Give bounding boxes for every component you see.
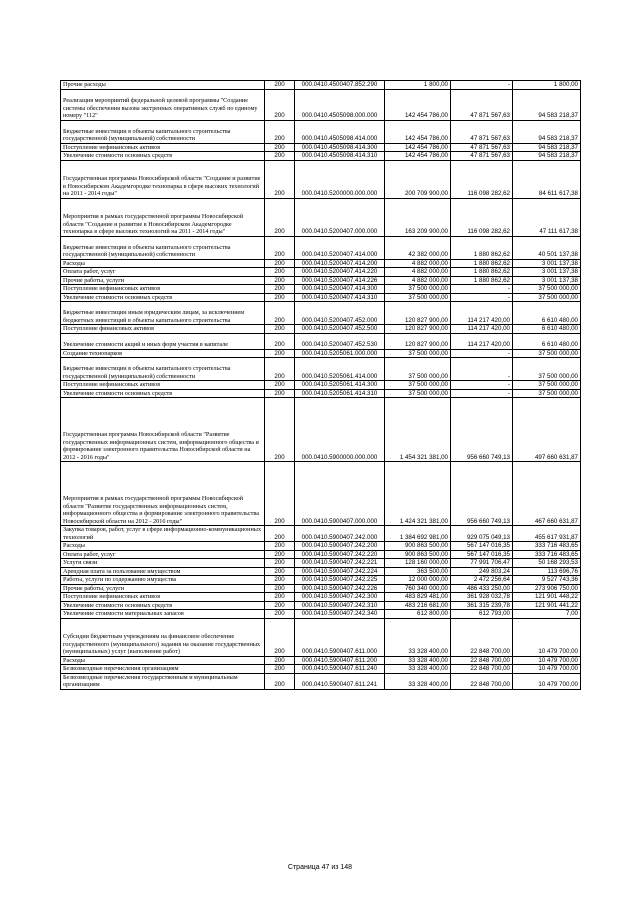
row-code-cell: 200	[265, 550, 295, 559]
row-approved-cell: 4 882 000,00	[385, 259, 451, 268]
row-name-cell: Увеличение стоимости основных средств	[61, 293, 265, 302]
row-approved-cell: 1 454 321 381,00	[385, 398, 451, 462]
row-executed-cell: 22 848 700,00	[451, 665, 513, 674]
row-remaining-cell: 94 583 218,37	[513, 143, 581, 152]
table-row	[61, 398, 581, 462]
row-executed-cell: 567 147 016,35	[451, 542, 513, 551]
row-classification-cell: 000.0410.4505098.000.000	[295, 89, 385, 120]
row-remaining-cell: 37 500 000,00	[513, 389, 581, 398]
row-code-cell: 200	[265, 610, 295, 619]
row-classification-cell: 000.0410.5200407.414.310	[295, 293, 385, 302]
row-code-cell: 200	[265, 349, 295, 358]
row-classification-cell: 000.0410.4505098.414.310	[295, 152, 385, 161]
row-executed-cell: 486 433 250,00	[451, 584, 513, 593]
row-remaining-cell: 50 168 293,53	[513, 559, 581, 568]
table-row	[61, 542, 581, 551]
row-executed-cell: 116 098 282,62	[451, 160, 513, 198]
table-row	[61, 236, 581, 259]
row-remaining-cell: 121 901 448,22	[513, 593, 581, 602]
row-name-cell: Бюджетные инвестиции в объекты капитального строительства государственной (муниципальной) собственности	[61, 236, 265, 259]
row-executed-cell: -	[451, 285, 513, 294]
row-code-cell: 200	[265, 358, 295, 381]
row-remaining-cell: 6 610 480,00	[513, 325, 581, 334]
row-classification-cell: 000.0410.5200407.452.530	[295, 333, 385, 349]
row-remaining-cell: 3 001 137,38	[513, 268, 581, 277]
row-executed-cell: 47 871 567,63	[451, 89, 513, 120]
table-row	[61, 152, 581, 161]
row-name-cell: Поступление нефинансовых активов	[61, 143, 265, 152]
table-row	[61, 259, 581, 268]
table-row	[61, 389, 581, 398]
row-executed-cell: 77 991 706,47	[451, 559, 513, 568]
row-approved-cell: 37 500 000,00	[385, 293, 451, 302]
row-code-cell: 200	[265, 526, 295, 542]
row-name-cell: Увеличение стоимости акций и иных форм участия в капитале	[61, 333, 265, 349]
row-code-cell: 200	[265, 542, 295, 551]
row-approved-cell: 142 454 786,00	[385, 89, 451, 120]
row-remaining-cell: 6 610 480,00	[513, 302, 581, 325]
row-executed-cell: 22 848 700,00	[451, 618, 513, 656]
row-executed-cell: 22 848 700,00	[451, 673, 513, 689]
row-code-cell: 200	[265, 143, 295, 152]
row-code-cell: 200	[265, 593, 295, 602]
row-code-cell: 200	[265, 302, 295, 325]
row-approved-cell: 163 209 900,00	[385, 198, 451, 236]
row-approved-cell: 37 500 000,00	[385, 381, 451, 390]
row-code-cell: 200	[265, 601, 295, 610]
row-remaining-cell: 47 111 617,38	[513, 198, 581, 236]
row-approved-cell: 363 500,00	[385, 567, 451, 576]
row-name-cell: Расходы	[61, 259, 265, 268]
row-approved-cell: 900 863 500,00	[385, 550, 451, 559]
row-classification-cell: 000.0410.5900407.242.225	[295, 576, 385, 585]
row-name-cell: Государственная программа Новосибирской области "Создание и развитие в Новосибирском Академгородке технопарка в сфере высоких технологий на 2011 - 2014 годы"	[61, 160, 265, 198]
table-row	[61, 285, 581, 294]
row-name-cell: Арендная плата за пользование имуществом	[61, 567, 265, 576]
row-approved-cell: 1 384 692 981,00	[385, 526, 451, 542]
row-code-cell: 200	[265, 389, 295, 398]
row-name-cell: Поступление нефинансовых активов	[61, 593, 265, 602]
row-remaining-cell: 40 501 137,38	[513, 236, 581, 259]
row-approved-cell: 760 340 000,00	[385, 584, 451, 593]
row-code-cell: 200	[265, 398, 295, 462]
row-executed-cell: 114 217 420,00	[451, 333, 513, 349]
row-remaining-cell: 37 500 000,00	[513, 285, 581, 294]
row-name-cell: Бюджетные инвестиции в объекты капитального строительства государственной (муниципальной) собственности	[61, 358, 265, 381]
row-classification-cell: 000.0410.4505098.414.000	[295, 120, 385, 143]
row-approved-cell: 120 827 900,00	[385, 325, 451, 334]
row-name-cell: Поступление финансовых активов	[61, 325, 265, 334]
row-executed-cell: 47 871 567,63	[451, 143, 513, 152]
row-remaining-cell: 113 696,76	[513, 567, 581, 576]
row-classification-cell: 000.0410.5200407.000.000	[295, 198, 385, 236]
row-classification-cell: 000.0410.5200407.414.200	[295, 259, 385, 268]
row-executed-cell: -	[451, 81, 513, 90]
row-code-cell: 200	[265, 559, 295, 568]
row-approved-cell: 612 800,00	[385, 610, 451, 619]
row-approved-cell: 200 709 900,00	[385, 160, 451, 198]
row-classification-cell: 000.0410.5200407.414.000	[295, 236, 385, 259]
row-remaining-cell: 37 500 000,00	[513, 381, 581, 390]
row-classification-cell: 000.0410.5200407.414.226	[295, 276, 385, 285]
row-remaining-cell: 455 617 931,87	[513, 526, 581, 542]
row-remaining-cell: 3 001 137,38	[513, 259, 581, 268]
row-approved-cell: 128 160 000,00	[385, 559, 451, 568]
table-row	[61, 593, 581, 602]
row-executed-cell: 116 098 282,62	[451, 198, 513, 236]
row-name-cell: Увеличение стоимости основных средств	[61, 601, 265, 610]
row-executed-cell: -	[451, 349, 513, 358]
table-row	[61, 610, 581, 619]
row-approved-cell: 37 500 000,00	[385, 349, 451, 358]
row-approved-cell: 33 328 400,00	[385, 673, 451, 689]
row-code-cell: 200	[265, 285, 295, 294]
row-classification-cell: 000.0410.5200407.414.220	[295, 268, 385, 277]
row-code-cell: 200	[265, 462, 295, 526]
row-approved-cell: 1 800,00	[385, 81, 451, 90]
row-name-cell: Бюджетные инвестиции иным юридическим лицам, за исключением бюджетных инвестиций в объекты капитального строительства	[61, 302, 265, 325]
table-row	[61, 268, 581, 277]
table-row	[61, 673, 581, 689]
row-executed-cell: -	[451, 293, 513, 302]
table-row	[61, 618, 581, 656]
table-row	[61, 81, 581, 90]
row-approved-cell: 33 328 400,00	[385, 618, 451, 656]
row-approved-cell: 37 500 000,00	[385, 285, 451, 294]
row-remaining-cell: 94 583 218,37	[513, 89, 581, 120]
table-row	[61, 381, 581, 390]
row-code-cell: 200	[265, 198, 295, 236]
row-name-cell: Поступление нефинансовых активов	[61, 381, 265, 390]
row-remaining-cell: 37 500 000,00	[513, 349, 581, 358]
table-row	[61, 120, 581, 143]
table-row	[61, 567, 581, 576]
row-remaining-cell: 467 660 631,87	[513, 462, 581, 526]
row-executed-cell: 361 315 239,78	[451, 601, 513, 610]
row-executed-cell: 47 871 567,63	[451, 152, 513, 161]
row-name-cell: Оплата работ, услуг	[61, 268, 265, 277]
row-name-cell: Услуги связи	[61, 559, 265, 568]
row-code-cell: 200	[265, 381, 295, 390]
row-executed-cell: -	[451, 358, 513, 381]
row-name-cell: Мероприятия в рамках государственной программы Новосибирской области "Развитие государственных информационных систем, информационного общества и формирование электронного правительства Новосибирской области на 2012 - 2016 годы"	[61, 462, 265, 526]
table-row	[61, 325, 581, 334]
row-remaining-cell: 3 001 137,38	[513, 276, 581, 285]
table-row	[61, 160, 581, 198]
row-remaining-cell: 121 901 441,22	[513, 601, 581, 610]
row-remaining-cell: 37 500 000,00	[513, 358, 581, 381]
row-code-cell: 200	[265, 259, 295, 268]
row-classification-cell: 000.0410.5900407.611.200	[295, 656, 385, 665]
row-executed-cell: 1 880 862,62	[451, 259, 513, 268]
row-code-cell: 200	[265, 576, 295, 585]
row-classification-cell: 000.0410.5900407.242.340	[295, 610, 385, 619]
row-approved-cell: 900 863 500,00	[385, 542, 451, 551]
row-executed-cell: 1 880 862,62	[451, 276, 513, 285]
row-classification-cell: 000.0410.4500407.852.290	[295, 81, 385, 90]
table-row	[61, 89, 581, 120]
table-row	[61, 358, 581, 381]
row-approved-cell: 483 829 481,00	[385, 593, 451, 602]
row-remaining-cell: 10 479 700,00	[513, 618, 581, 656]
row-approved-cell: 120 827 900,00	[385, 333, 451, 349]
table-row	[61, 550, 581, 559]
row-remaining-cell: 1 800,00	[513, 81, 581, 90]
row-name-cell: Прочие работы, услуги	[61, 276, 265, 285]
row-executed-cell: 2 472 256,64	[451, 576, 513, 585]
table-row	[61, 559, 581, 568]
row-code-cell: 200	[265, 618, 295, 656]
row-classification-cell: 000.0410.5900407.242.300	[295, 593, 385, 602]
row-executed-cell: 956 660 749,13	[451, 462, 513, 526]
row-code-cell: 200	[265, 89, 295, 120]
row-executed-cell: 22 848 700,00	[451, 656, 513, 665]
row-code-cell: 200	[265, 152, 295, 161]
row-name-cell: Субсидии бюджетным учреждениям на финансовое обеспечение государственного (муниципального) задания на оказание государственных (муниципальных) услуг (выполнение работ)	[61, 618, 265, 656]
row-code-cell: 200	[265, 120, 295, 143]
row-classification-cell: 000.0410.5900407.242.226	[295, 584, 385, 593]
row-approved-cell: 483 216 681,00	[385, 601, 451, 610]
row-code-cell: 200	[265, 665, 295, 674]
row-approved-cell: 33 328 400,00	[385, 656, 451, 665]
row-code-cell: 200	[265, 81, 295, 90]
row-executed-cell: 929 075 049,13	[451, 526, 513, 542]
row-name-cell: Работы, услуги по содержанию имущества	[61, 576, 265, 585]
row-classification-cell: 000.0410.5200000.000.000	[295, 160, 385, 198]
row-remaining-cell: 6 610 480,00	[513, 333, 581, 349]
row-executed-cell: 612 793,00	[451, 610, 513, 619]
row-approved-cell: 1 424 321 381,00	[385, 462, 451, 526]
row-remaining-cell: 37 500 000,00	[513, 293, 581, 302]
row-approved-cell: 12 000 000,00	[385, 576, 451, 585]
row-approved-cell: 4 882 000,00	[385, 276, 451, 285]
table-row	[61, 665, 581, 674]
row-executed-cell: 956 660 749,13	[451, 398, 513, 462]
row-name-cell: Увеличение стоимости основных средств	[61, 152, 265, 161]
table-row	[61, 526, 581, 542]
row-code-cell: 200	[265, 276, 295, 285]
row-executed-cell: 1 880 862,62	[451, 268, 513, 277]
row-executed-cell: -	[451, 381, 513, 390]
row-classification-cell: 000.0410.5900407.611.000	[295, 618, 385, 656]
row-approved-cell: 37 500 000,00	[385, 358, 451, 381]
row-executed-cell: 567 147 016,35	[451, 550, 513, 559]
row-code-cell: 200	[265, 236, 295, 259]
row-classification-cell: 000.0410.5900407.242.224	[295, 567, 385, 576]
row-code-cell: 200	[265, 268, 295, 277]
row-name-cell: Закупка товаров, работ, услуг в сфере информационно-коммуникационных технологий	[61, 526, 265, 542]
row-classification-cell: 000.0410.4505098.414.300	[295, 143, 385, 152]
row-code-cell: 200	[265, 656, 295, 665]
row-executed-cell: 249 803,24	[451, 567, 513, 576]
row-classification-cell: 000.0410.5900407.611.240	[295, 665, 385, 674]
row-classification-cell: 000.0410.5900407.242.000	[295, 526, 385, 542]
row-classification-cell: 000.0410.5900407.000.000	[295, 462, 385, 526]
row-name-cell: Оплата работ, услуг	[61, 550, 265, 559]
row-remaining-cell: 333 716 483,65	[513, 542, 581, 551]
row-approved-cell: 142 454 786,00	[385, 152, 451, 161]
row-classification-cell: 000.0410.5205061.414.300	[295, 381, 385, 390]
row-code-cell: 200	[265, 673, 295, 689]
row-remaining-cell: 7,00	[513, 610, 581, 619]
row-executed-cell: 361 928 032,78	[451, 593, 513, 602]
row-remaining-cell: 84 611 617,38	[513, 160, 581, 198]
budget-report-page	[60, 80, 580, 690]
row-remaining-cell: 10 479 700,00	[513, 656, 581, 665]
row-executed-cell: 1 880 862,62	[451, 236, 513, 259]
row-name-cell: Создание технопарков	[61, 349, 265, 358]
row-classification-cell: 000.0410.5900407.242.221	[295, 559, 385, 568]
table-row	[61, 656, 581, 665]
row-name-cell: Мероприятия в рамках государственной программы Новосибирской области "Создание и развитие в Новосибирском Академгородке технопарка в сфере высоких технологий на 2011 - 2014 годы"	[61, 198, 265, 236]
row-code-cell: 200	[265, 160, 295, 198]
table-row	[61, 293, 581, 302]
row-classification-cell: 000.0410.5205061.414.000	[295, 358, 385, 381]
row-name-cell: Государственная программа Новосибирской области "Развитие государственных информационных систем, информационного общества и формирование электронного правительства Новосибирской области на 2012 - 2016 годы"	[61, 398, 265, 462]
table-row	[61, 333, 581, 349]
row-name-cell: Поступление нефинансовых активов	[61, 285, 265, 294]
table-body	[61, 81, 581, 690]
row-classification-cell: 000.0410.5200407.452.000	[295, 302, 385, 325]
row-remaining-cell: 10 479 700,00	[513, 673, 581, 689]
row-remaining-cell: 333 716 483,65	[513, 550, 581, 559]
row-remaining-cell: 94 583 218,37	[513, 120, 581, 143]
row-executed-cell: 47 871 567,63	[451, 120, 513, 143]
table-row	[61, 576, 581, 585]
row-classification-cell: 000.0410.5205061.000.000	[295, 349, 385, 358]
row-classification-cell: 000.0410.5205061.414.310	[295, 389, 385, 398]
budget-execution-table	[60, 80, 581, 690]
table-row	[61, 584, 581, 593]
row-approved-cell: 42 382 000,00	[385, 236, 451, 259]
row-classification-cell: 000.0410.5900407.611.241	[295, 673, 385, 689]
row-name-cell: Безвозмездные перечисления организациям	[61, 665, 265, 674]
row-classification-cell: 000.0410.5200407.414.300	[295, 285, 385, 294]
page-footer: Страница 47 из 148	[287, 864, 353, 871]
row-classification-cell: 000.0410.5200407.452.500	[295, 325, 385, 334]
table-row	[61, 302, 581, 325]
table-row	[61, 143, 581, 152]
row-remaining-cell: 273 906 750,00	[513, 584, 581, 593]
row-name-cell: Безвозмездные перечисления государственным и муниципальным организациям	[61, 673, 265, 689]
row-name-cell: Увеличение стоимости основных средств	[61, 389, 265, 398]
table-row	[61, 276, 581, 285]
row-name-cell: Расходы	[61, 656, 265, 665]
row-classification-cell: 000.0410.5900000.000.000	[295, 398, 385, 462]
table-row	[61, 462, 581, 526]
row-executed-cell: -	[451, 389, 513, 398]
row-classification-cell: 000.0410.5900407.242.220	[295, 550, 385, 559]
row-code-cell: 200	[265, 293, 295, 302]
table-row	[61, 601, 581, 610]
row-approved-cell: 4 882 000,00	[385, 268, 451, 277]
row-code-cell: 200	[265, 584, 295, 593]
row-classification-cell: 000.0410.5900407.242.310	[295, 601, 385, 610]
row-remaining-cell: 497 660 631,87	[513, 398, 581, 462]
row-approved-cell: 142 454 786,00	[385, 120, 451, 143]
row-name-cell: Увеличение стоимости материальных запасов	[61, 610, 265, 619]
row-approved-cell: 120 827 900,00	[385, 302, 451, 325]
row-remaining-cell: 9 527 743,36	[513, 576, 581, 585]
table-row	[61, 198, 581, 236]
row-classification-cell: 000.0410.5900407.242.200	[295, 542, 385, 551]
row-name-cell: Прочие расходы	[61, 81, 265, 90]
row-remaining-cell: 94 583 218,37	[513, 152, 581, 161]
row-approved-cell: 37 500 000,00	[385, 389, 451, 398]
row-remaining-cell: 10 479 700,00	[513, 665, 581, 674]
row-approved-cell: 142 454 786,00	[385, 143, 451, 152]
row-code-cell: 200	[265, 325, 295, 334]
row-code-cell: 200	[265, 567, 295, 576]
row-name-cell: Бюджетные инвестиции в объекты капитального строительства государственной (муниципальной) собственности	[61, 120, 265, 143]
row-code-cell: 200	[265, 333, 295, 349]
row-executed-cell: 114 217 420,00	[451, 325, 513, 334]
table-row	[61, 349, 581, 358]
row-executed-cell: 114 217 420,00	[451, 302, 513, 325]
row-name-cell: Реализация мероприятий федеральной целевой программы "Создание системы обеспечения вызова экстренных оперативных служб по единому номеру "112"	[61, 89, 265, 120]
row-name-cell: Расходы	[61, 542, 265, 551]
row-name-cell: Прочие работы, услуги	[61, 584, 265, 593]
row-approved-cell: 33 328 400,00	[385, 665, 451, 674]
